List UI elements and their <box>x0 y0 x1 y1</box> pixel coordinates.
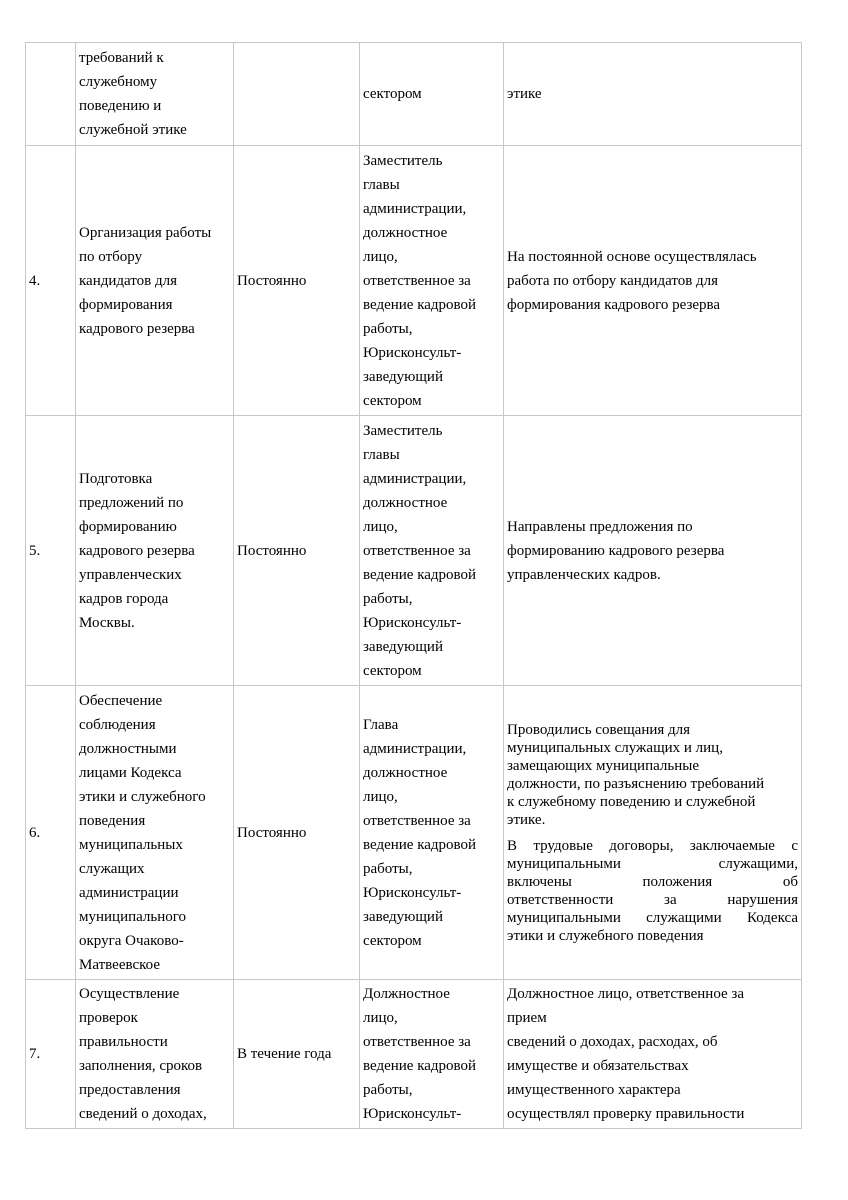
term-cell: В течение года <box>234 980 360 1129</box>
responsible-cell: Должностное лицо, ответственное за ведение кадровой работы, Юрисконсульт- <box>360 980 504 1129</box>
justified-line: В трудовые договоры, заключаемые с <box>507 837 798 854</box>
result-cell: Должностное лицо, ответственное за прием сведений о доходах, расходах, об имуществе и обязательствах имущественного характера осуществлял проверку правильности <box>504 980 802 1129</box>
result-paragraph: Проводились совещания для муниципальных служащих и лиц, замещающих муниципальные должности, по разъяснению требований к служебному поведению и служебной этике. <box>507 721 765 828</box>
table-row <box>26 416 802 686</box>
activity-cell: требований к служебному поведению и служебной этике <box>76 43 234 146</box>
report-table <box>25 42 802 1129</box>
activity-cell: Обеспечение соблюдения должностными лицами Кодекса этики и служебного поведения муниципальных служащих администрации муниципального округа Очаково- Матвеевское <box>76 686 234 980</box>
activity-cell: Осуществление проверок правильности заполнения, сроков предоставления сведений о доходах, <box>76 980 234 1129</box>
row-number-cell: 6. <box>26 686 76 980</box>
term-cell <box>234 43 360 146</box>
table-row <box>26 980 802 1129</box>
table-row <box>26 146 802 416</box>
justified-line: этики и служебного поведения <box>507 927 704 944</box>
responsible-cell: Глава администрации, должностное лицо, ответственное за ведение кадровой работы, Юрисконсульт- заведующий сектором <box>360 686 504 980</box>
result-cell: Направлены предложения по формированию кадрового резерва управленческих кадров. <box>504 416 802 686</box>
row-number-cell: 7. <box>26 980 76 1129</box>
justified-line: муниципальными служащими, <box>507 855 798 872</box>
row-number-cell: 4. <box>26 146 76 416</box>
row-number-cell: 5. <box>26 416 76 686</box>
result-cell: этике <box>504 43 802 146</box>
activity-cell: Организация работы по отбору кандидатов для формирования кадрового резерва <box>76 146 234 416</box>
table-row <box>26 43 802 146</box>
result-cell: На постоянной основе осуществлялась работа по отбору кандидатов для формирования кадрового резерва <box>504 146 802 416</box>
justified-line: ответственности за нарушения <box>507 891 798 908</box>
term-cell: Постоянно <box>234 146 360 416</box>
activity-cell: Подготовка предложений по формированию кадрового резерва управленческих кадров города Москвы. <box>76 416 234 686</box>
row-number-cell <box>26 43 76 146</box>
responsible-cell: Заместитель главы администрации, должностное лицо, ответственное за ведение кадровой работы, Юрисконсульт- заведующий сектором <box>360 416 504 686</box>
responsible-cell: Заместитель главы администрации, должностное лицо, ответственное за ведение кадровой работы, Юрисконсульт- заведующий сектором <box>360 146 504 416</box>
term-cell: Постоянно <box>234 416 360 686</box>
term-cell: Постоянно <box>234 686 360 980</box>
result-cell <box>504 686 802 980</box>
result-paragraph-justified <box>507 837 798 945</box>
justified-line: муниципальными служащими Кодекса <box>507 909 798 926</box>
justified-line: включены положения об <box>507 873 798 890</box>
responsible-cell: сектором <box>360 43 504 146</box>
table-row <box>26 686 802 980</box>
